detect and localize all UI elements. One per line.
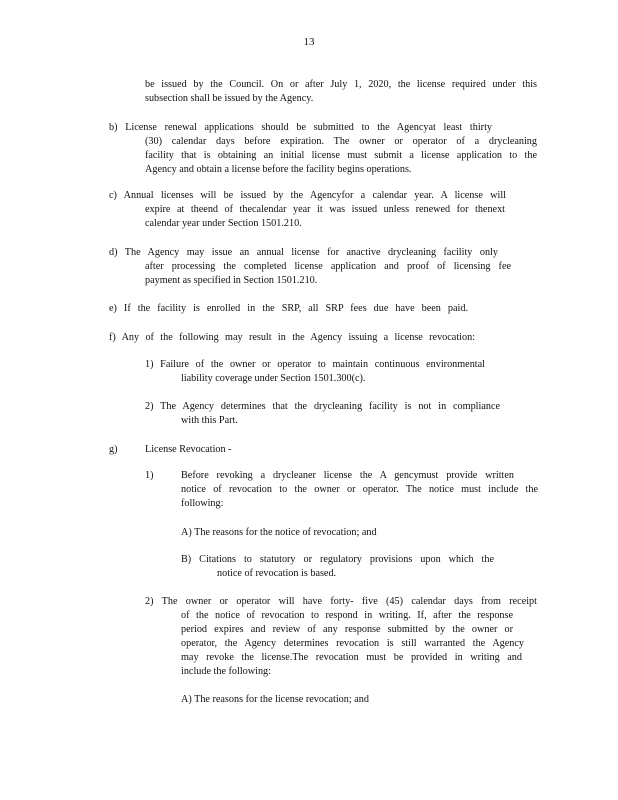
- list-item-d: d) The Agency may issue an annual license for anactive drycleaning facility only: [109, 247, 498, 258]
- text-line: of the notice of revocation to respond in writing. If, after the response: [181, 610, 513, 621]
- text-line: operator, the Agency determines revocation is still warranted the Agency: [181, 638, 524, 649]
- text-line: notice of revocation to the owner or operator. The notice must include the: [181, 484, 538, 495]
- text-line: be issued by the Council. On or after July 1, 2020, the license required under this: [145, 79, 537, 90]
- text-line: with this Part.: [181, 415, 238, 426]
- sub-sub-item-a2: A) The reasons for the license revocation; and: [181, 694, 369, 705]
- text-line: subsection shall be issued by the Agency.: [145, 93, 314, 104]
- sub-item-f2: 2) The Agency determines that the drycleaning facility is not in compliance: [145, 401, 500, 412]
- list-item-c: c) Annual licenses will be issued by the Agencyfor a calendar year. A license will: [109, 190, 506, 201]
- list-item-e: e) If the facility is enrolled in the SRP, all SRP fees due have been paid.: [109, 303, 468, 314]
- page-number: 13: [303, 36, 315, 48]
- text-line: period expires and review of any response submitted by the owner or: [181, 624, 513, 635]
- text-line: Before revoking a drycleaner license the A gencymust provide written: [181, 470, 514, 481]
- sub-item-g1-label: 1): [145, 470, 154, 481]
- text-line: after processing the completed license application and proof of licensing fee: [145, 261, 511, 272]
- sub-sub-item-a: A) The reasons for the notice of revocation; and: [181, 527, 377, 538]
- sub-item-g2: 2) The owner or operator will have forty- five (45) calendar days from receipt: [145, 596, 537, 607]
- text-line: calendar year under Section 1501.210.: [145, 218, 302, 229]
- sub-sub-item-b: B) Citations to statutory or regulatory provisions upon which the: [181, 554, 494, 565]
- text-line: include the following:: [181, 666, 271, 677]
- section-heading: License Revocation -: [145, 444, 232, 455]
- text-line: payment as specified in Section 1501.210.: [145, 275, 318, 286]
- text-line: expire at theend of thecalendar year it was issued unless renewed for thenext: [145, 204, 505, 215]
- text-line: facility that is obtaining an initial license must submit a license application to the: [145, 150, 537, 161]
- list-item-b: b) License renewal applications should be submitted to the Agencyat least thirty: [109, 122, 492, 133]
- text-line: liability coverage under Section 1501.300(c).: [181, 373, 366, 384]
- text-line: Agency and obtain a license before the facility begins operations.: [145, 164, 412, 175]
- text-line: may revoke the license.The revocation must be provided in writing and: [181, 652, 522, 663]
- list-item-g-label: g): [109, 444, 118, 455]
- text-line: notice of revocation is based.: [217, 568, 337, 579]
- list-item-f: f) Any of the following may result in the Agency issuing a license revocation:: [109, 332, 475, 343]
- text-line: (30) calendar days before expiration. The owner or operator of a drycleaning: [145, 136, 537, 147]
- text-line: following:: [181, 498, 224, 509]
- sub-item-f1: 1) Failure of the owner or operator to maintain continuous environmental: [145, 359, 485, 370]
